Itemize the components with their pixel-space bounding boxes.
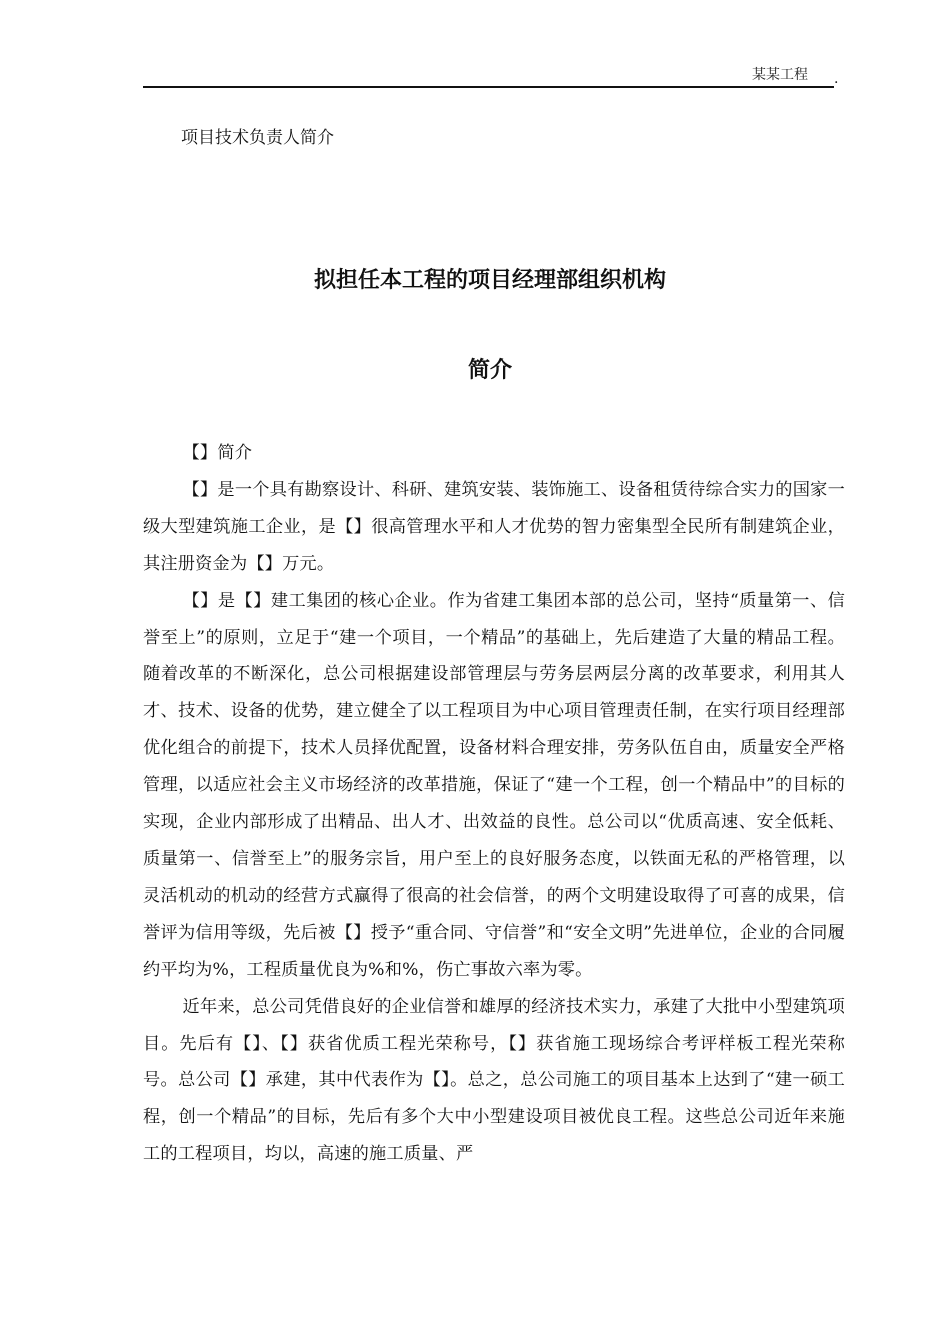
header-divider: [143, 86, 834, 88]
paragraph-intro-heading: 【】简介: [182, 443, 253, 463]
running-header-title: 某某工程: [752, 67, 808, 83]
body-text: [143, 435, 845, 1173]
running-header-dot: .: [834, 71, 839, 87]
document-title-line-2: 简介: [467, 358, 512, 383]
paragraph: 近年来，总公司凭借良好的企业信誉和雄厚的经济技术实力，承建了大批中小型建筑项目。先后有【】、【】获省优质工程光荣称号，【】获省施工现场综合考评样板工程光荣称号。总公司【】承建，其中代表作为【】。总之，总公司施工的项目基本上达到了“建一硕工程，创一个精品”的目标，先后有多个大中小型建设项目被优良工程。这些总公司近年来施工的工程项目，均以，高速的施工质量、严: [143, 996, 845, 1165]
paragraph: 【】是一个具有勘察设计、科研、建筑安装、装饰施工、设备租赁待综合实力的国家一级大型建筑施工企业，是【】很高管理水平和人才优势的智力密集型全民所有制建筑企业，其注册资金为【】万元。: [143, 479, 845, 574]
document-title-line-1: 拟担任本工程的项目经理部组织机构: [313, 268, 666, 293]
paragraph: 【】是【】建工集团的核心企业。作为省建工集团本部的总公司，坚持“质量第一、信誉至上”的原则，立足于“建一个项目，一个精品”的基础上，先后建造了大量的精品工程。随着改革的不断深化，总公司根据建设部管理层与劳务层两层分离的改革要求，利用其人才、技术、设备的优势，建立健全了以工程项目为中心项目管理责任制，在实行项目经理部优化组合的前提下，技术人员择优配置，设备材料合理安排，劳务队伍自由，质量安全严格管理，以适应社会主义市场经济的改革措施，保证了“建一个工程，创一个精品中”的目标的实现，企业内部形成了出精品、出人才、出效益的良性。总公司以“优质高速、安全低耗、质量第一、信誉至上”的服务宗旨，用户至上的良好服务态度，以铁面无私的严格管理，以灵活机动的机动的经营方式赢得了很高的社会信誉，的两个文明建设取得了可喜的成果，信誉评为信用等级，先后被【】授予“重合同、守信誉”和“安全文明”先进单位，企业的合同履约平均为%，工程质量优良为%和%，伤亡事故六率为零。: [143, 590, 845, 980]
section-subheading: 项目技术负责人简介: [181, 128, 334, 148]
